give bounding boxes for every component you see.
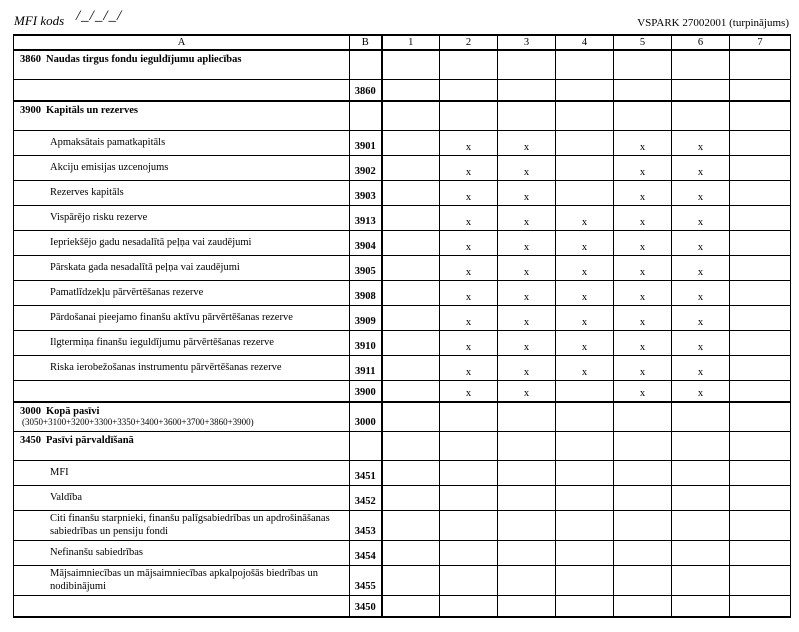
line-item-label: [14, 180, 350, 205]
table-row: [14, 305, 791, 330]
data-entry-cell[interactable]: [614, 485, 672, 510]
data-entry-cell[interactable]: [440, 595, 498, 617]
excluded-cell-mark: x: [440, 155, 498, 180]
excluded-cell-mark: x: [498, 305, 556, 330]
data-entry-cell[interactable]: [672, 485, 730, 510]
column-header-6: 6: [672, 35, 730, 50]
data-entry-cell[interactable]: [556, 565, 614, 595]
row-code: 3913: [350, 205, 382, 230]
data-entry-cell[interactable]: [382, 130, 440, 155]
excluded-cell-mark: x: [672, 330, 730, 355]
data-entry-cell[interactable]: [730, 305, 791, 330]
data-entry-cell[interactable]: [382, 565, 440, 595]
excluded-cell-mark: x: [440, 180, 498, 205]
data-entry-cell[interactable]: [382, 510, 440, 540]
line-item-text: Mājsaimniecības un mājsaimniecības apkalpojošās biedrības un nodibinājumi: [50, 568, 318, 592]
data-entry-cell[interactable]: [440, 540, 498, 565]
table-row: [14, 355, 791, 380]
column-header-5: 5: [614, 35, 672, 50]
excluded-cell-mark: x: [556, 305, 614, 330]
data-entry-cell[interactable]: [382, 280, 440, 305]
line-item-label: [14, 155, 350, 180]
data-entry-cell[interactable]: [498, 402, 556, 431]
row-code: 3455: [350, 565, 382, 595]
row-code: 3911: [350, 355, 382, 380]
balance-sheet-table: [13, 34, 791, 618]
data-entry-cell[interactable]: [556, 485, 614, 510]
data-entry-cell[interactable]: [440, 565, 498, 595]
data-entry-cell[interactable]: [556, 79, 614, 101]
excluded-cell-mark: x: [556, 355, 614, 380]
data-entry-cell[interactable]: [556, 50, 614, 79]
section-heading: [14, 402, 350, 431]
excluded-cell-mark: x: [614, 380, 672, 402]
section-title: Kopā pasīvi: [46, 406, 100, 417]
excluded-cell-mark: x: [672, 155, 730, 180]
section-title: Kapitāls un rezerves: [46, 105, 138, 116]
table-row: [14, 595, 791, 617]
data-entry-cell[interactable]: [382, 330, 440, 355]
data-entry-cell[interactable]: [382, 255, 440, 280]
row-code: 3909: [350, 305, 382, 330]
line-item-text: Valdība: [50, 492, 83, 503]
excluded-cell-mark: x: [556, 255, 614, 280]
row-code: 3000: [350, 402, 382, 431]
excluded-cell-mark: x: [614, 355, 672, 380]
data-entry-cell[interactable]: [440, 431, 498, 460]
table-row: [14, 330, 791, 355]
excluded-cell-mark: x: [498, 205, 556, 230]
data-entry-cell[interactable]: [614, 595, 672, 617]
excluded-cell-mark: x: [440, 355, 498, 380]
data-entry-cell[interactable]: [730, 280, 791, 305]
subtotal-label: [14, 380, 350, 402]
line-item-text: Vispārējo risku rezerve: [50, 212, 148, 223]
data-entry-cell[interactable]: [614, 101, 672, 130]
excluded-cell-mark: x: [498, 280, 556, 305]
table-row: [14, 79, 791, 101]
excluded-cell-mark: x: [556, 230, 614, 255]
line-item-text: Nefinanšu sabiedrības: [50, 547, 144, 558]
excluded-cell-mark: x: [614, 305, 672, 330]
data-entry-cell[interactable]: [730, 50, 791, 79]
excluded-cell-mark: x: [672, 280, 730, 305]
data-entry-cell[interactable]: [440, 101, 498, 130]
data-entry-cell[interactable]: [556, 402, 614, 431]
table-row: [14, 485, 791, 510]
data-entry-cell[interactable]: [382, 79, 440, 101]
data-entry-cell[interactable]: [382, 460, 440, 485]
data-entry-cell[interactable]: [498, 485, 556, 510]
formula-note: (3050+3100+3200+3300+3350+3400+3600+3700+3860+3900): [22, 417, 254, 427]
row-code: 3904: [350, 230, 382, 255]
table-row: [14, 460, 791, 485]
table-row: [14, 431, 791, 460]
data-entry-cell[interactable]: [730, 330, 791, 355]
data-entry-cell[interactable]: [382, 180, 440, 205]
data-entry-cell[interactable]: [440, 510, 498, 540]
data-entry-cell[interactable]: [382, 230, 440, 255]
form-reference: VSPARK 27002001 (turpinājums): [637, 17, 789, 29]
table-row: [14, 380, 791, 402]
excluded-cell-mark: x: [672, 205, 730, 230]
excluded-cell-mark: x: [672, 305, 730, 330]
line-item-text: Riska ierobežošanas instrumentu pārvērtēšanas rezerve: [50, 362, 282, 373]
line-item-label: [14, 540, 350, 565]
data-entry-cell[interactable]: [440, 485, 498, 510]
table-row: [14, 402, 791, 431]
data-entry-cell[interactable]: [556, 510, 614, 540]
excluded-cell-mark: x: [556, 205, 614, 230]
data-entry-cell[interactable]: [730, 205, 791, 230]
data-entry-cell[interactable]: [382, 402, 440, 431]
data-entry-cell[interactable]: [498, 50, 556, 79]
line-item-text: Citi finanšu starpnieki, finanšu palīgsabiedrības un apdrošināšanas sabiedrības un pensiju fondi: [50, 513, 330, 537]
data-entry-cell[interactable]: [614, 460, 672, 485]
row-code: 3452: [350, 485, 382, 510]
data-entry-cell[interactable]: [730, 130, 791, 155]
row-code: 3901: [350, 130, 382, 155]
data-entry-cell[interactable]: [556, 595, 614, 617]
excluded-cell-mark: x: [614, 180, 672, 205]
data-entry-cell[interactable]: [730, 155, 791, 180]
line-item-label: [14, 565, 350, 595]
data-entry-cell[interactable]: [440, 460, 498, 485]
line-item-text: Apmaksātais pamatkapitāls: [50, 137, 166, 148]
data-entry-cell[interactable]: [672, 565, 730, 595]
data-entry-cell[interactable]: [672, 79, 730, 101]
mfi-code-slots: /_/_/_/: [76, 8, 123, 24]
data-entry-cell[interactable]: [730, 180, 791, 205]
excluded-cell-mark: x: [440, 130, 498, 155]
data-entry-cell[interactable]: [730, 380, 791, 402]
data-entry-cell[interactable]: [556, 101, 614, 130]
data-entry-cell[interactable]: [672, 460, 730, 485]
data-entry-cell[interactable]: [614, 565, 672, 595]
data-entry-cell[interactable]: [672, 101, 730, 130]
row-code: [350, 431, 382, 460]
data-entry-cell[interactable]: [498, 510, 556, 540]
excluded-cell-mark: x: [440, 305, 498, 330]
line-item-label: [14, 460, 350, 485]
subtotal-label: [14, 595, 350, 617]
excluded-cell-mark: x: [498, 130, 556, 155]
excluded-cell-mark: x: [614, 230, 672, 255]
section-number: 3000: [20, 406, 41, 417]
section-heading: [14, 101, 350, 130]
data-entry-cell[interactable]: [556, 380, 614, 402]
table-row: [14, 510, 791, 540]
excluded-cell-mark: x: [440, 230, 498, 255]
excluded-cell-mark: x: [614, 130, 672, 155]
data-entry-cell[interactable]: [672, 510, 730, 540]
row-code: 3905: [350, 255, 382, 280]
data-entry-cell[interactable]: [730, 230, 791, 255]
data-entry-cell[interactable]: [382, 431, 440, 460]
line-item-label: [14, 255, 350, 280]
data-entry-cell[interactable]: [440, 50, 498, 79]
data-entry-cell[interactable]: [382, 595, 440, 617]
table-row: [14, 130, 791, 155]
data-entry-cell[interactable]: [440, 402, 498, 431]
excluded-cell-mark: x: [614, 330, 672, 355]
table-row: [14, 255, 791, 280]
row-code: 3860: [350, 79, 382, 101]
column-header-a: A: [14, 35, 350, 50]
excluded-cell-mark: x: [440, 255, 498, 280]
data-entry-cell[interactable]: [498, 540, 556, 565]
excluded-cell-mark: x: [440, 205, 498, 230]
data-entry-cell[interactable]: [730, 460, 791, 485]
data-entry-cell[interactable]: [382, 355, 440, 380]
data-entry-cell[interactable]: [730, 595, 791, 617]
column-header-1: 1: [382, 35, 440, 50]
excluded-cell-mark: x: [614, 205, 672, 230]
data-entry-cell[interactable]: [382, 101, 440, 130]
line-item-label: [14, 330, 350, 355]
data-entry-cell[interactable]: [556, 460, 614, 485]
data-entry-cell[interactable]: [730, 79, 791, 101]
data-entry-cell[interactable]: [556, 155, 614, 180]
data-entry-cell[interactable]: [498, 565, 556, 595]
excluded-cell-mark: x: [498, 355, 556, 380]
data-entry-cell[interactable]: [498, 460, 556, 485]
section-heading: [14, 431, 350, 460]
excluded-cell-mark: x: [556, 280, 614, 305]
row-code: 3450: [350, 595, 382, 617]
excluded-cell-mark: x: [672, 355, 730, 380]
data-entry-cell[interactable]: [382, 155, 440, 180]
excluded-cell-mark: x: [498, 255, 556, 280]
line-item-text: Pārskata gada nesadalītā peļņa vai zaudējumi: [50, 262, 240, 273]
form-header: [0, 0, 799, 34]
column-header-4: 4: [556, 35, 614, 50]
section-number: 3450: [20, 434, 41, 446]
table-row: [14, 230, 791, 255]
data-entry-cell[interactable]: [672, 431, 730, 460]
table-row: [14, 280, 791, 305]
line-item-text: Ilgtermiņa finanšu ieguldījumu pārvērtēšanas rezerve: [50, 337, 274, 348]
excluded-cell-mark: x: [614, 255, 672, 280]
excluded-cell-mark: x: [672, 180, 730, 205]
row-code: 3453: [350, 510, 382, 540]
data-entry-cell[interactable]: [730, 485, 791, 510]
excluded-cell-mark: x: [672, 230, 730, 255]
column-header-row: [14, 35, 791, 50]
excluded-cell-mark: x: [440, 280, 498, 305]
data-entry-cell[interactable]: [672, 50, 730, 79]
data-entry-cell[interactable]: [382, 485, 440, 510]
excluded-cell-mark: x: [498, 180, 556, 205]
table-row: [14, 205, 791, 230]
line-item-text: Pamatlīdzekļu pārvērtēšanas rezerve: [50, 287, 204, 298]
data-entry-cell[interactable]: [614, 540, 672, 565]
row-code: 3910: [350, 330, 382, 355]
data-entry-cell[interactable]: [730, 431, 791, 460]
data-entry-cell[interactable]: [498, 595, 556, 617]
excluded-cell-mark: x: [672, 255, 730, 280]
data-entry-cell[interactable]: [614, 510, 672, 540]
data-entry-cell[interactable]: [382, 380, 440, 402]
row-code: 3454: [350, 540, 382, 565]
data-entry-cell[interactable]: [672, 540, 730, 565]
data-entry-cell[interactable]: [672, 595, 730, 617]
data-entry-cell[interactable]: [614, 402, 672, 431]
data-entry-cell[interactable]: [440, 79, 498, 101]
line-item-label: [14, 355, 350, 380]
data-entry-cell[interactable]: [730, 540, 791, 565]
line-item-label: [14, 230, 350, 255]
line-item-label: [14, 510, 350, 540]
table-row: [14, 101, 791, 130]
line-item-label: [14, 130, 350, 155]
table-row: [14, 540, 791, 565]
column-header-2: 2: [440, 35, 498, 50]
line-item-label: [14, 305, 350, 330]
table-row: [14, 180, 791, 205]
line-item-label: [14, 485, 350, 510]
excluded-cell-mark: x: [498, 155, 556, 180]
data-entry-cell[interactable]: [730, 510, 791, 540]
line-item-text: Iepriekšējo gadu nesadalītā peļņa vai zaudējumi: [50, 237, 252, 248]
data-entry-cell[interactable]: [498, 79, 556, 101]
line-item-label: [14, 205, 350, 230]
data-entry-cell[interactable]: [730, 255, 791, 280]
excluded-cell-mark: x: [498, 230, 556, 255]
line-item-text: Akciju emisijas uzcenojums: [50, 162, 169, 173]
data-entry-cell[interactable]: [730, 101, 791, 130]
data-entry-cell[interactable]: [498, 101, 556, 130]
data-entry-cell[interactable]: [730, 402, 791, 431]
excluded-cell-mark: x: [440, 330, 498, 355]
line-item-text: Rezerves kapitāls: [50, 187, 124, 198]
data-entry-cell[interactable]: [614, 431, 672, 460]
line-item-label: [14, 280, 350, 305]
excluded-cell-mark: x: [614, 155, 672, 180]
data-entry-cell[interactable]: [614, 79, 672, 101]
column-header-7: 7: [730, 35, 791, 50]
excluded-cell-mark: x: [672, 130, 730, 155]
section-heading: [14, 50, 350, 79]
subtotal-label: [14, 79, 350, 101]
data-entry-cell[interactable]: [556, 180, 614, 205]
excluded-cell-mark: x: [440, 380, 498, 402]
table-row: [14, 50, 791, 79]
data-entry-cell[interactable]: [382, 50, 440, 79]
column-header-b: B: [350, 35, 382, 50]
table-row: [14, 155, 791, 180]
column-header-3: 3: [498, 35, 556, 50]
data-entry-cell[interactable]: [730, 565, 791, 595]
mfi-code-label: MFI kods: [14, 13, 65, 28]
excluded-cell-mark: x: [498, 380, 556, 402]
section-title: Pasīvi pārvaldīšanā: [46, 434, 134, 446]
row-code: 3900: [350, 380, 382, 402]
data-entry-cell[interactable]: [672, 402, 730, 431]
data-entry-cell[interactable]: [382, 540, 440, 565]
excluded-cell-mark: x: [614, 280, 672, 305]
row-code: [350, 50, 382, 79]
data-entry-cell[interactable]: [382, 205, 440, 230]
row-code: 3903: [350, 180, 382, 205]
line-item-text: Pārdošanai pieejamo finanšu aktīvu pārvērtēšanas rezerve: [50, 312, 293, 323]
row-code: 3902: [350, 155, 382, 180]
table-row: [14, 565, 791, 595]
line-item-text: MFI: [50, 467, 69, 478]
data-entry-cell[interactable]: [556, 130, 614, 155]
excluded-cell-mark: x: [556, 330, 614, 355]
excluded-cell-mark: x: [498, 330, 556, 355]
data-entry-cell[interactable]: [730, 355, 791, 380]
data-entry-cell[interactable]: [498, 431, 556, 460]
data-entry-cell[interactable]: [382, 305, 440, 330]
data-entry-cell[interactable]: [556, 540, 614, 565]
row-code: 3451: [350, 460, 382, 485]
excluded-cell-mark: x: [672, 380, 730, 402]
section-title: Naudas tirgus fondu ieguldījumu apliecības: [46, 54, 242, 65]
row-code: 3908: [350, 280, 382, 305]
section-number: 3900: [20, 105, 41, 116]
section-number: 3860: [20, 54, 41, 65]
data-entry-cell[interactable]: [614, 50, 672, 79]
row-code: [350, 101, 382, 130]
data-entry-cell[interactable]: [556, 431, 614, 460]
